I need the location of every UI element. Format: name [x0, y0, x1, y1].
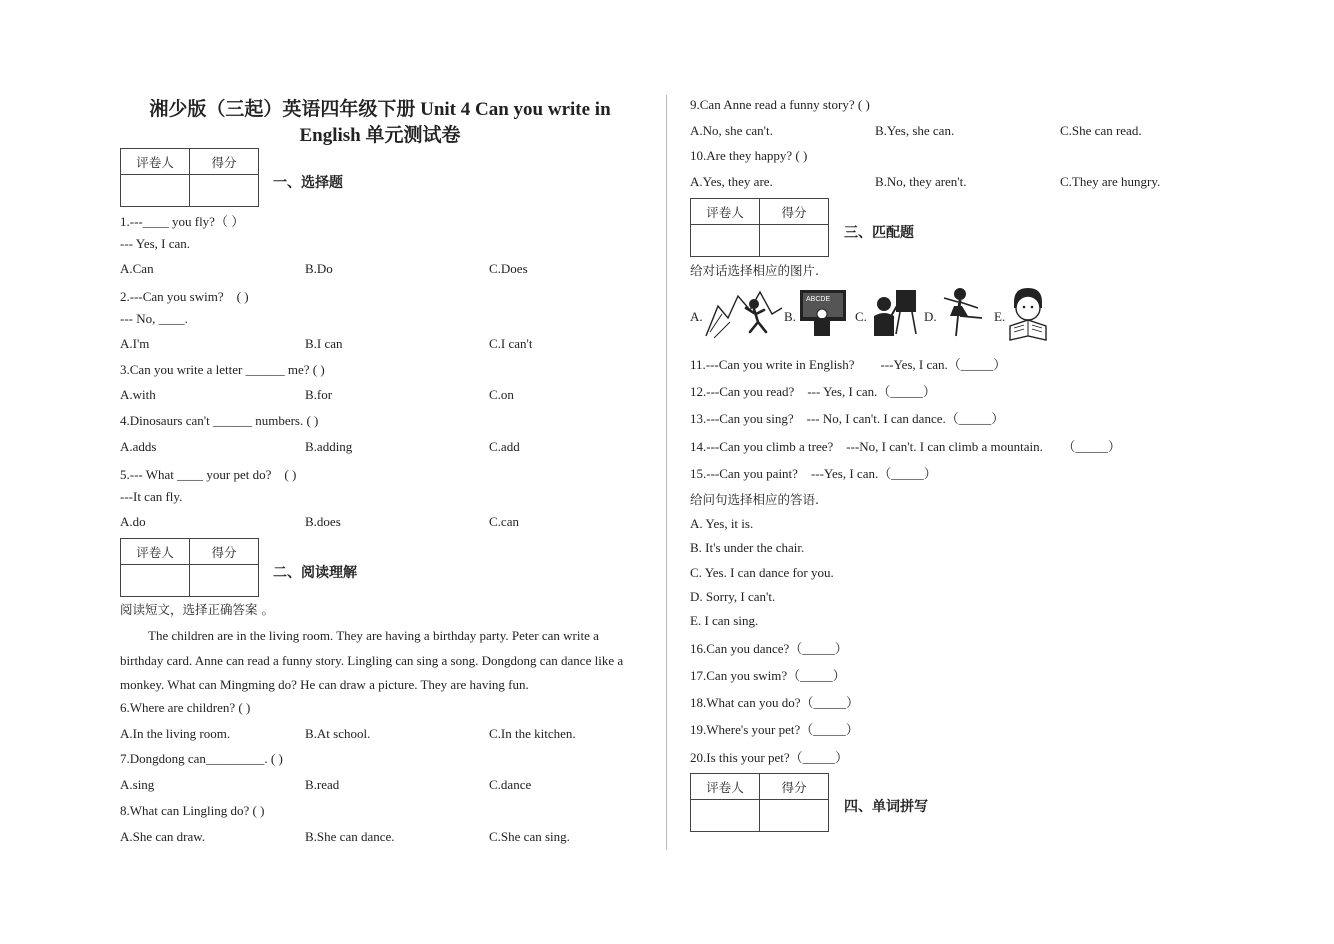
q10-option-c[interactable]: C.They are hungry.: [1060, 174, 1161, 189]
q2-option-a[interactable]: A.I'm: [120, 336, 150, 351]
match-item-18: 18.What can you do?（_____）: [690, 695, 859, 710]
reviewer-cell[interactable]: [691, 800, 760, 832]
score-cell[interactable]: [760, 225, 829, 257]
reviewer-cell[interactable]: [121, 565, 190, 597]
answer-a: A. Yes, it is.: [690, 516, 754, 531]
section-3-heading: 三、匹配题: [844, 225, 914, 241]
pic-label-b: B.: [784, 309, 796, 324]
match-item-15: 15.---Can you paint? ---Yes, I can.（_____）: [690, 466, 937, 481]
dancing-picture: [938, 286, 988, 340]
q5-option-c[interactable]: C.can: [489, 514, 519, 529]
q4-option-a[interactable]: A.adds: [120, 439, 157, 454]
q6-option-b[interactable]: B.At school.: [305, 726, 371, 741]
board-text: ABCDE: [806, 296, 831, 303]
q10-option-a[interactable]: A.Yes, they are.: [690, 174, 773, 189]
reading-passage: The children are in the living room. They are having a birthday party. Peter can write a birthday card. Anne can read a funny story. Lingling can sing a song. Dongdong can dance like a monkey. What can Mingming do? He can draw a picture. They are having fun.: [120, 628, 624, 692]
reviewer-cell[interactable]: [691, 225, 760, 257]
match-item-11: 11.---Can you write in English? ---Yes, I can.（_____）: [690, 357, 1007, 372]
score-cell[interactable]: [190, 565, 259, 597]
climbing-picture: [704, 288, 784, 340]
q4-option-b[interactable]: B.adding: [305, 439, 353, 454]
match-item-17: 17.Can you swim?（_____）: [690, 668, 846, 683]
title-line-2: English 单元测试卷: [299, 125, 461, 146]
answer-e: E. I can sing.: [690, 613, 759, 628]
q8-option-b[interactable]: B.She can dance.: [305, 829, 395, 844]
score-box-2: [120, 538, 259, 597]
reviewer-label: 评卷人: [691, 774, 760, 800]
painting-picture: [868, 286, 920, 340]
q4-stem: 4.Dinosaurs can't ______ numbers. ( ): [120, 413, 319, 428]
match-item-13: 13.---Can you sing? --- No, I can't. I can dance.（_____）: [690, 411, 1005, 426]
q2-stem: 2.---Can you swim? ( ): [120, 289, 249, 304]
q5-stem: 5.--- What ____ your pet do? ( ): [120, 467, 297, 482]
q1-option-c[interactable]: C.Does: [489, 261, 528, 276]
q9-stem: 9.Can Anne read a funny story? ( ): [690, 97, 870, 112]
q1-option-b[interactable]: B.Do: [305, 261, 333, 276]
reading-instruction: 阅读短文，选择正确答案 。: [120, 602, 274, 617]
section-1-heading: 一、选择题: [273, 175, 343, 191]
answer-b: B. It's under the chair.: [690, 540, 805, 555]
match-item-20: 20.Is this your pet?（_____）: [690, 750, 849, 765]
q1-stem: 1.---____ you fly?（ ）: [120, 214, 245, 229]
reviewer-label: 评卷人: [121, 149, 190, 175]
match-instruction-2: 给问句选择相应的答语.: [690, 492, 819, 507]
answer-d: D. Sorry, I can't.: [690, 589, 776, 604]
section-4-heading: 四、单词拼写: [844, 799, 928, 815]
q7-stem: 7.Dongdong can_________. ( ): [120, 751, 283, 766]
reviewer-cell[interactable]: [121, 175, 190, 207]
q8-stem: 8.What can Lingling do? ( ): [120, 803, 265, 818]
pic-label-e: E.: [994, 309, 1006, 324]
q5-option-a[interactable]: A.do: [120, 514, 146, 529]
q10-stem: 10.Are they happy? ( ): [690, 148, 808, 163]
match-item-14: 14.---Can you climb a tree? ---No, I can't. I can climb a mountain. （_____）: [690, 439, 1121, 454]
q1-reply: --- Yes, I can.: [120, 236, 191, 251]
q3-option-a[interactable]: A.with: [120, 387, 156, 402]
q2-reply: --- No, ____.: [120, 311, 188, 326]
q10-option-b[interactable]: B.No, they aren't.: [875, 174, 967, 189]
q8-option-c[interactable]: C.She can sing.: [489, 829, 570, 844]
q4-option-c[interactable]: C.add: [489, 439, 520, 454]
pic-label-a: A.: [690, 309, 703, 324]
page-title: [120, 97, 640, 149]
match-item-16: 16.Can you dance?（_____）: [690, 641, 848, 656]
reviewer-label: 评卷人: [691, 199, 760, 225]
q9-option-c[interactable]: C.She can read.: [1060, 123, 1142, 138]
blackboard-picture: [798, 288, 850, 340]
reading-boy-picture: [1006, 286, 1050, 342]
q6-stem: 6.Where are children? ( ): [120, 700, 251, 715]
title-line-1: 湘少版（三起）英语四年级下册 Unit 4 Can you write in: [149, 99, 611, 120]
q2-option-b[interactable]: B.I can: [305, 336, 343, 351]
q8-option-a[interactable]: A.She can draw.: [120, 829, 206, 844]
q5-reply: ---It can fly.: [120, 489, 183, 504]
q6-option-a[interactable]: A.In the living room.: [120, 726, 231, 741]
q7-option-b[interactable]: B.read: [305, 777, 340, 792]
score-cell[interactable]: [760, 800, 829, 832]
q9-option-a[interactable]: A.No, she can't.: [690, 123, 773, 138]
q7-option-c[interactable]: C.dance: [489, 777, 532, 792]
q3-stem: 3.Can you write a letter ______ me? ( ): [120, 362, 325, 377]
match-instruction-1: 给对话选择相应的图片.: [690, 263, 819, 278]
pic-label-c: C.: [855, 309, 867, 324]
answer-c: C. Yes. I can dance for you.: [690, 565, 834, 580]
reviewer-label: 评卷人: [121, 539, 190, 565]
score-cell[interactable]: [190, 175, 259, 207]
section-2-heading: 二、阅读理解: [273, 565, 357, 581]
match-item-19: 19.Where's your pet?（_____）: [690, 722, 859, 737]
score-box-1: [120, 148, 259, 207]
score-label: 得分: [760, 774, 829, 800]
q2-option-c[interactable]: C.I can't: [489, 336, 533, 351]
pic-label-d: D.: [924, 309, 937, 324]
score-label: 得分: [190, 149, 259, 175]
q1-option-a[interactable]: A.Can: [120, 261, 154, 276]
score-label: 得分: [190, 539, 259, 565]
q3-option-c[interactable]: C.on: [489, 387, 514, 402]
score-box-4: [690, 773, 829, 832]
q9-option-b[interactable]: B.Yes, she can.: [875, 123, 955, 138]
match-item-12: 12.---Can you read? --- Yes, I can.（_____）: [690, 384, 936, 399]
q3-option-b[interactable]: B.for: [305, 387, 333, 402]
score-box-3: [690, 198, 829, 257]
q5-option-b[interactable]: B.does: [305, 514, 341, 529]
column-divider: [666, 95, 667, 850]
q6-option-c[interactable]: C.In the kitchen.: [489, 726, 576, 741]
q7-option-a[interactable]: A.sing: [120, 777, 155, 792]
score-label: 得分: [760, 199, 829, 225]
